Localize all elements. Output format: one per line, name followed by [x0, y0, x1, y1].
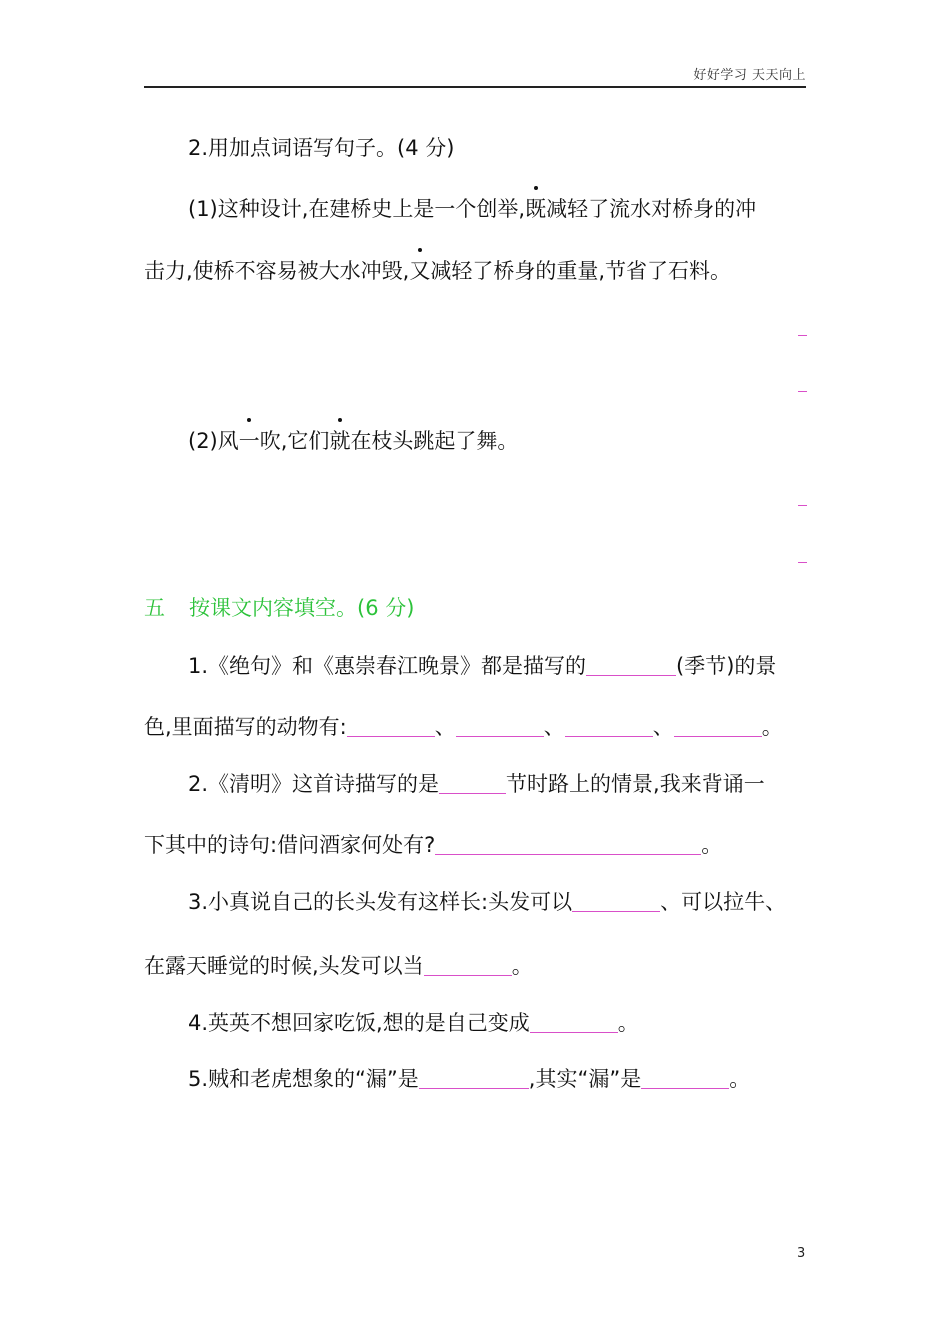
dotted-word: 既 [525, 197, 547, 221]
fill-blank[interactable] [572, 889, 660, 912]
question-text: 在露天睡觉的时候,头发可以当 [144, 954, 424, 978]
fill-blank[interactable] [641, 1066, 729, 1089]
section-5-title [144, 594, 414, 622]
fill-question-1-line-2 [144, 713, 783, 741]
section-heading: 按课文内容填空。(6 分) [189, 596, 415, 620]
question-text: 色,里面描写的动物有: [144, 715, 347, 739]
question-text: 。 [729, 1067, 751, 1091]
fill-blank[interactable] [456, 714, 544, 737]
fill-question-3-line-2 [144, 952, 533, 980]
question-text: ,其实“漏”是 [528, 1067, 642, 1091]
header-divider [144, 86, 806, 88]
item-text: 减轻了桥身的重量,节省了石料。 [430, 259, 732, 283]
fill-blank[interactable] [586, 653, 676, 676]
answer-line-mark[interactable] [798, 391, 807, 392]
separator: 、 [652, 715, 674, 739]
question-text: 。 [701, 833, 723, 857]
question-text: (季节)的景 [676, 654, 777, 678]
fill-question-4 [188, 1009, 639, 1037]
item-text: 减轻了流水对桥身的冲 [546, 197, 757, 221]
section-number: 五 [144, 596, 165, 620]
question-text: 3.小真说自己的长头发有这样长:头发可以 [188, 890, 573, 914]
page-number: 3 [797, 1246, 806, 1261]
question-2-item-1-line-1 [188, 195, 756, 223]
header-motto: 好好学习 天天向上 [693, 68, 806, 83]
fill-question-1-line-1 [188, 652, 776, 680]
fill-blank[interactable] [565, 714, 653, 737]
question-text: 1.《绝句》和《惠崇春江晚景》都是描写的 [188, 654, 587, 678]
fill-blank[interactable] [424, 953, 512, 976]
fill-question-5 [188, 1065, 750, 1093]
item-text: (1)这种设计,在建桥史上是一个创举, [188, 197, 526, 221]
question-text: 5.贼和老虎想象的“漏”是 [188, 1067, 419, 1091]
fill-blank[interactable] [435, 832, 701, 855]
fill-blank[interactable] [439, 771, 506, 794]
answer-line-mark[interactable] [798, 335, 807, 336]
fill-blank[interactable] [530, 1010, 618, 1033]
question-text: 。 [511, 954, 533, 978]
item-text: 在枝头跳起了舞。 [350, 429, 519, 453]
question-text: 4.英英不想回家吃饭,想的是自己变成 [188, 1011, 530, 1035]
separator: 、 [543, 715, 565, 739]
question-text: 下其中的诗句:借问酒家何处有? [144, 833, 436, 857]
fill-blank[interactable] [674, 714, 762, 737]
answer-line-mark[interactable] [798, 505, 807, 506]
answer-line-mark[interactable] [798, 562, 807, 563]
dotted-word: 就 [329, 429, 351, 453]
item-text: 吹,它们 [259, 429, 330, 453]
item-text: (2)风 [188, 429, 239, 453]
question-text: 节时路上的情景,我来背诵一 [506, 772, 765, 796]
separator: 、 [434, 715, 456, 739]
question-2-item-2 [188, 427, 518, 455]
fill-question-3-line-1 [188, 888, 786, 916]
question-text: 、可以拉牛、 [660, 890, 787, 914]
question-text: 。 [761, 715, 783, 739]
fill-question-2-line-1 [188, 770, 765, 798]
fill-question-2-line-2 [144, 831, 722, 859]
question-text: 。 [617, 1011, 639, 1035]
fill-blank[interactable] [419, 1066, 529, 1089]
dotted-word: 一 [238, 429, 260, 453]
dotted-word: 又 [409, 259, 431, 283]
fill-blank[interactable] [347, 714, 435, 737]
item-text: 击力,使桥不容易被大水冲毁, [144, 259, 410, 283]
question-2-title: 2.用加点词语写句子。(4 分) [188, 136, 455, 160]
question-text: 2.《清明》这首诗描写的是 [188, 772, 440, 796]
question-2-item-1-line-2 [144, 257, 731, 285]
